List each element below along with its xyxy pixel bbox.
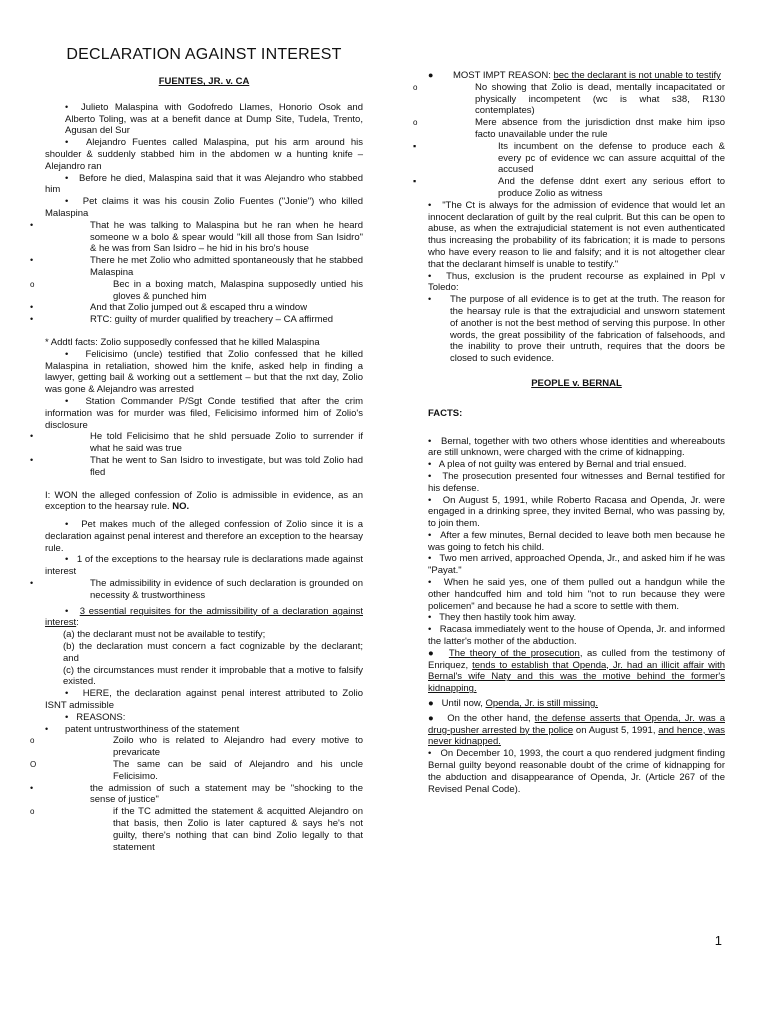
bullet-item: ● Until now, Openda, Jr. is still missing. bbox=[428, 698, 598, 710]
issue-statement: I: WON the alleged confession of Zolio is admissible in evidence, as an exception to the hearsay rule. NO. bbox=[45, 489, 363, 513]
bullet-icon: • bbox=[428, 624, 432, 636]
bullet-item: • And that Zolio jumped out & escaped thru a window bbox=[30, 302, 308, 314]
case-heading-fuentes: FUENTES, JR. v. CA bbox=[158, 76, 250, 87]
bullet-icon: • bbox=[428, 270, 432, 282]
circle-bullet-icon: o bbox=[30, 279, 35, 289]
bullet-item: • A plea of not guilty was entered by Bernal and trial ensued. bbox=[428, 459, 687, 471]
circle-bullet-icon: O bbox=[30, 760, 37, 770]
bullet-icon: • bbox=[428, 748, 432, 760]
sub-bullet-item: o No showing that Zolio is dead, mentally incapacitated or physically incompetent (wc is what s38, R130 contemplates) bbox=[413, 81, 725, 117]
bullet-icon: • bbox=[65, 711, 69, 723]
bullet-icon: • bbox=[65, 172, 69, 184]
bullet-item: • On August 5, 1991, while Roberto Racasa and Openda, Jr. were engaged in a drinking spree, they invited Bernal, who was passing by, to join them. bbox=[428, 494, 725, 530]
bullet-item: • Pet claims it was his cousin Zolio Fuentes ("Jonie") who killed Malaspina bbox=[45, 196, 363, 219]
bullet-item: • Felicisimo (uncle) testified that Zolio confessed that he killed Malaspina in retaliation, showed him the knife, asked help in finding a lawyer, getting bail & working out a settlement – but that the nxt day, Zolio was gone & Alejandro was arrested bbox=[45, 348, 363, 396]
circle-bullet-icon: o bbox=[30, 736, 35, 746]
bullet-icon: • bbox=[428, 577, 432, 589]
requisite-item: (a) the declarant must not be available to testify; bbox=[63, 629, 266, 641]
bullet-item: ● On the other hand, the defense asserts that Openda, Jr. was a drug-pusher arrested by the police on August 5, 1991, and hence, was never kidnapped. bbox=[428, 712, 726, 748]
bullet-item: ● The theory of the prosecution, as culled from the testimony of Enriquez, tends to establish that Openda, Jr. had an illicit affair with Bernal's wife Naty and this was the motive behind the former's kidnapping. bbox=[428, 647, 725, 695]
bullet-icon: • bbox=[30, 255, 34, 266]
bullet-item: • Thus, exclusion is the prudent recourse as explained in Ppl v Toledo: bbox=[428, 270, 725, 294]
right-column bbox=[413, 47, 726, 795]
bullet-item: • That he was talking to Malaspina but he ran when he heard someone w a bolo & spear would "kill all those from San Isidro" & he was from San Isidro – he hid in his bro's house bbox=[30, 219, 363, 255]
bullet-icon: ● bbox=[428, 712, 436, 724]
bullet-item: • Julieto Malaspina with Godofredo Llames, Honorio Osok and Alberto Toling, was at a benefit dance at Dump Site, Tudela, Trento, Agusan del Sur bbox=[65, 101, 363, 137]
requisite-item: (b) the declaration must concern a fact cognizable by the declarant; and bbox=[63, 641, 363, 664]
bullet-item: ● MOST IMPT REASON: bec the declarant is not unable to testify bbox=[428, 70, 721, 81]
bullet-icon: • bbox=[65, 196, 69, 208]
bullet-icon: • bbox=[30, 454, 34, 465]
sub-bullet-item: O The same can be said of Alejandro and his uncle Felicisimo. bbox=[30, 759, 363, 782]
bullet-item: • After a few minutes, Bernal decided to leave both men because he was going to fetch his child. bbox=[428, 529, 725, 553]
bullet-item: • The admissibility in evidence of such declaration is grounded on necessity & trustworthiness bbox=[30, 578, 363, 601]
bullet-item: • Racasa immediately went to the house of Openda, Jr. and informed the latter's mother of the abduction. bbox=[428, 624, 725, 648]
bullet-icon: • bbox=[65, 688, 69, 700]
bullet-icon: • bbox=[428, 612, 432, 624]
sub-bullet-item: o Mere absence from the jurisdiction dnst make him ipso facto unavailable under the rule bbox=[413, 117, 725, 140]
facts-label: FACTS: bbox=[428, 407, 463, 419]
bullet-icon: • bbox=[30, 578, 34, 589]
bullet-item: • REASONS: bbox=[45, 712, 363, 724]
bullet-item: • 1 of the exceptions to the hearsay rule is declarations made against interest bbox=[45, 554, 363, 578]
issue-answer: NO. bbox=[172, 501, 190, 513]
bullet-icon: • bbox=[30, 302, 34, 313]
case-heading-bernal: PEOPLE v. BERNAL bbox=[531, 377, 622, 389]
bullet-icon: • bbox=[428, 199, 432, 211]
bullet-icon: • bbox=[45, 723, 49, 734]
requisite-item: (c) the circumstances must render it improbable that a motive to falsify existed. bbox=[63, 664, 363, 688]
page-number: 1 bbox=[714, 933, 722, 948]
sub-sub-bullet-item: ▪ Its incumbent on the defense to produce each & every pc of evidence wc can assure acquittal of the accused bbox=[413, 140, 725, 176]
bullet-icon: • bbox=[428, 529, 432, 541]
bullet-item: • They then hastily took him away. bbox=[428, 612, 577, 624]
sub-sub-bullet-item: ▪ And the defense ddnt exert any serious effort to produce Zolio as witness bbox=[413, 176, 725, 199]
bullet-item: • Before he died, Malaspina said that it was Alejandro who stabbed him bbox=[45, 172, 363, 196]
sub-bullet-item: o Bec in a boxing match, Malaspina supposedly untied his gloves & punched him bbox=[30, 278, 363, 302]
bullet-item: • There he met Zolio who admitted spontaneously that he stabbed Malaspina bbox=[30, 255, 363, 278]
addtl-facts: * Addtl facts: Zolio supposedly confessed that he killed Malaspina bbox=[45, 336, 320, 348]
bullet-item: • On December 10, 1993, the court a quo rendered judgment finding Bernal guilty beyond reasonable doubt of the crime of kidnapping for the abduction and disappearance of Openda, Jr. (Article 267 of the Revised Penal Code). bbox=[428, 748, 726, 795]
bullet-icon: • bbox=[428, 294, 432, 305]
bullet-icon: • bbox=[65, 605, 69, 617]
bullet-item: • When he said yes, one of them pulled out a handgun while the other handcuffed him and told him "not to run because they were policemen" and because he had a score to settle with them. bbox=[428, 577, 726, 612]
bullet-item: • "The Ct is always for the admission of evidence that would let an innocent declaration of guilt by the real culprit. But this can be open to abuse, as when the extrajudicial statement is not even authenticated thus increasing the probability of its fabrication; it is made to persons who have every reason to lie and falsify; and it is not altogether clear that the declarant himself is unable to testify." bbox=[428, 199, 726, 270]
sub-bullet-item: o Zoilo who is related to Alejandro had every motive to prevaricate bbox=[30, 735, 363, 759]
bullet-item: • The purpose of all evidence is to get at the truth. The reason for the hearsay rule is that the extrajudicial and unsworn statement of another is not the best method of serving this purpose. In other words, the great possibility of the fabrication of falsehoods, and the inability to prove their untruth, requires that the doors be closed to such evidence. bbox=[428, 294, 725, 365]
sub-bullet-item: o if the TC admitted the statement & acquitted Alejandro on that basis, then Zolio is later captured & says he's not guilty, there's nothing that can bind Zolio legally to that statement bbox=[30, 806, 363, 853]
bullet-item: • He told Felicisimo that he shld persuade Zolio to surrender if what he said was true bbox=[30, 431, 363, 455]
bullet-icon: • bbox=[65, 554, 69, 566]
bullet-icon: ● bbox=[428, 698, 434, 710]
requisites-heading: • 3 essential requisites for the admissibility of a declaration against interest: bbox=[45, 605, 363, 629]
bullet-icon: • bbox=[428, 470, 432, 482]
bullet-item: • Alejandro Fuentes called Malaspina, put his arm around his shoulder & suddenly stabbed him in the abdomen w a hunting knife – Alejandro ran bbox=[45, 137, 363, 172]
bullet-item: • Bernal, together with two others whose identities and whereabouts are still unknown, were charged with the crime of kidnapping. bbox=[428, 435, 726, 459]
bullet-icon: • bbox=[65, 137, 69, 149]
bullet-item: • the admission of such a statement may be "shocking to the sense of justice" bbox=[30, 782, 363, 806]
document-title: DECLARATION AGAINST INTEREST bbox=[66, 46, 342, 63]
bullet-icon: ● bbox=[428, 647, 436, 659]
bullet-icon: • bbox=[30, 219, 34, 230]
bullet-item: • patent untrustworthiness of the statement bbox=[45, 723, 240, 735]
bullet-item: • Pet makes much of the alleged confession of Zolio since it is a declaration against penal interest and therefore an exception to the hearsay rule. bbox=[45, 519, 363, 554]
square-bullet-icon: ▪ bbox=[413, 176, 417, 187]
bullet-icon: • bbox=[428, 553, 432, 565]
bullet-icon: • bbox=[30, 314, 34, 325]
bullet-icon: • bbox=[428, 494, 432, 506]
bullet-item: • Two men arrived, approached Openda, Jr., and asked him if he was "Payat." bbox=[428, 553, 725, 577]
bullet-item: • The prosecution presented four witnesses and Bernal testified for his defense. bbox=[428, 470, 725, 494]
bullet-icon: • bbox=[65, 395, 69, 407]
bullet-item: • That he went to San Isidro to investigate, but was told Zolio had fled bbox=[30, 454, 363, 478]
bullet-icon: • bbox=[65, 348, 69, 360]
bullet-item: • HERE, the declaration against penal interest attributed to Zolio ISNT admissible bbox=[45, 688, 363, 712]
circle-bullet-icon: o bbox=[30, 807, 35, 817]
bullet-icon: ● bbox=[428, 70, 434, 80]
circle-bullet-icon: o bbox=[413, 82, 418, 92]
bullet-item: • Station Commander P/Sgt Conde testified that after the crim information was for murder was filed, Felicisimo informed him of Zolio's disclosure bbox=[45, 395, 363, 431]
bullet-item: • RTC: guilty of murder qualified by treachery – CA affirmed bbox=[30, 314, 334, 326]
bullet-icon: • bbox=[65, 519, 69, 531]
circle-bullet-icon: o bbox=[413, 118, 418, 128]
bullet-icon: • bbox=[428, 459, 432, 471]
square-bullet-icon: ▪ bbox=[413, 140, 417, 151]
bullet-icon: • bbox=[428, 435, 432, 447]
bullet-icon: • bbox=[30, 782, 34, 793]
left-column bbox=[30, 0, 363, 853]
bullet-icon: • bbox=[30, 431, 34, 442]
bullet-icon: • bbox=[65, 101, 69, 112]
